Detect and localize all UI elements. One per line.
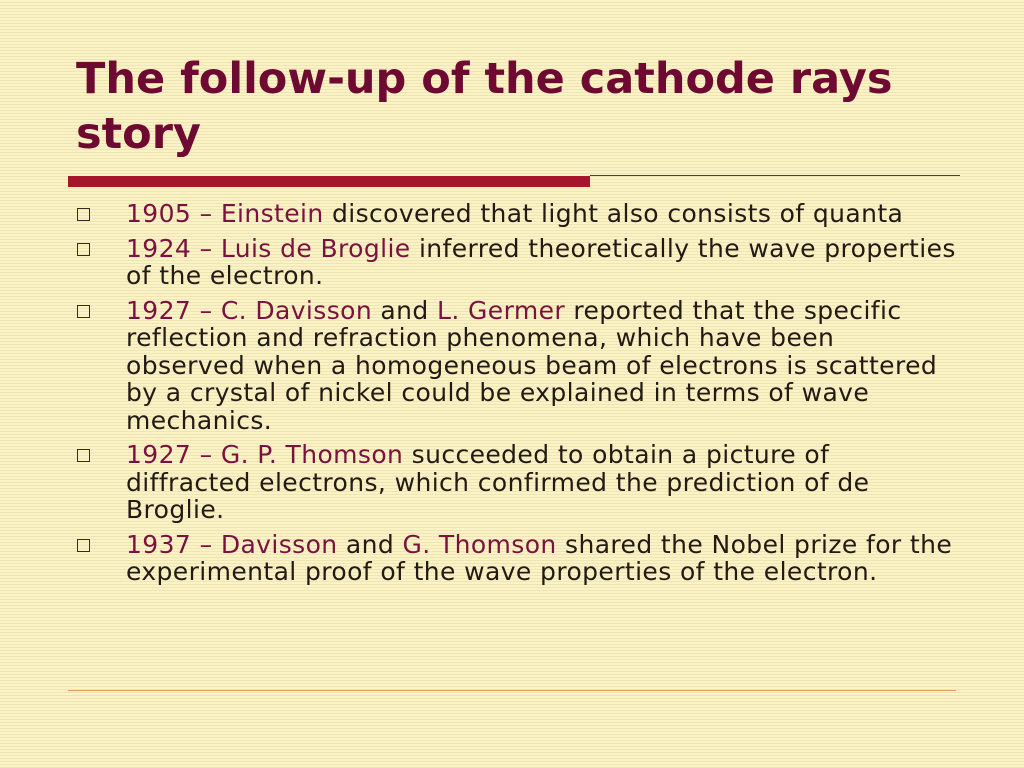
- slide-title: The follow-up of the cathode rays story: [76, 54, 893, 159]
- bullet-body: shared the Nobel prize for the experimental proof of the wave properties of the electron.: [126, 529, 953, 586]
- bullet-item-1905-einstein: [77, 200, 957, 228]
- hollow-square-bullet-icon: [77, 243, 90, 256]
- title-accent-line: [590, 175, 960, 176]
- hollow-square-bullet-icon: [77, 208, 90, 221]
- bullet-item-1927-thomson: [77, 441, 957, 524]
- bullet-body: and: [372, 295, 438, 325]
- bullet-body: succeeded to obtain a picture of diffracted electrons, which confirmed the prediction of de Broglie.: [126, 440, 870, 524]
- bullet-highlight: 1924 – Luis de Broglie: [126, 233, 411, 263]
- bullet-highlight: 1927 – C. Davisson: [126, 295, 373, 325]
- bullet-text: [126, 441, 957, 524]
- bullet-item-1924-de-broglie: [77, 235, 957, 290]
- bullet-text: [126, 200, 903, 228]
- title-accent-bar: [68, 176, 590, 187]
- bullet-body: and: [337, 529, 403, 559]
- bullet-highlight: 1937 – Davisson: [126, 529, 338, 559]
- bullet-text: [126, 297, 957, 435]
- hollow-square-bullet-icon: [77, 539, 90, 552]
- bullet-item-1937-nobel: [77, 531, 957, 586]
- bullet-body: inferred theoretically the wave properties of the electron.: [126, 233, 956, 290]
- bullet-highlight: L. Germer: [437, 295, 566, 325]
- bullet-highlight: 1927 – G. P. Thomson: [126, 440, 404, 469]
- bullet-text: [126, 531, 957, 586]
- footer-divider: [68, 690, 956, 691]
- hollow-square-bullet-icon: [77, 449, 90, 462]
- bullet-highlight: 1905 – Einstein: [126, 199, 324, 228]
- bullet-body: discovered that light also consists of quanta: [323, 199, 904, 228]
- bullet-body: reported that the specific reflection and refraction phenomena, which have been observed when a homogeneous beam of electrons is scattered by a crystal of nickel could be explained in terms of wave mechanics.: [126, 295, 938, 435]
- bullet-item-1927-davisson-germer: [77, 297, 957, 435]
- bullet-list: [77, 200, 957, 593]
- bullet-highlight: G. Thomson: [402, 529, 557, 559]
- bullet-text: [126, 235, 957, 290]
- hollow-square-bullet-icon: [77, 305, 90, 318]
